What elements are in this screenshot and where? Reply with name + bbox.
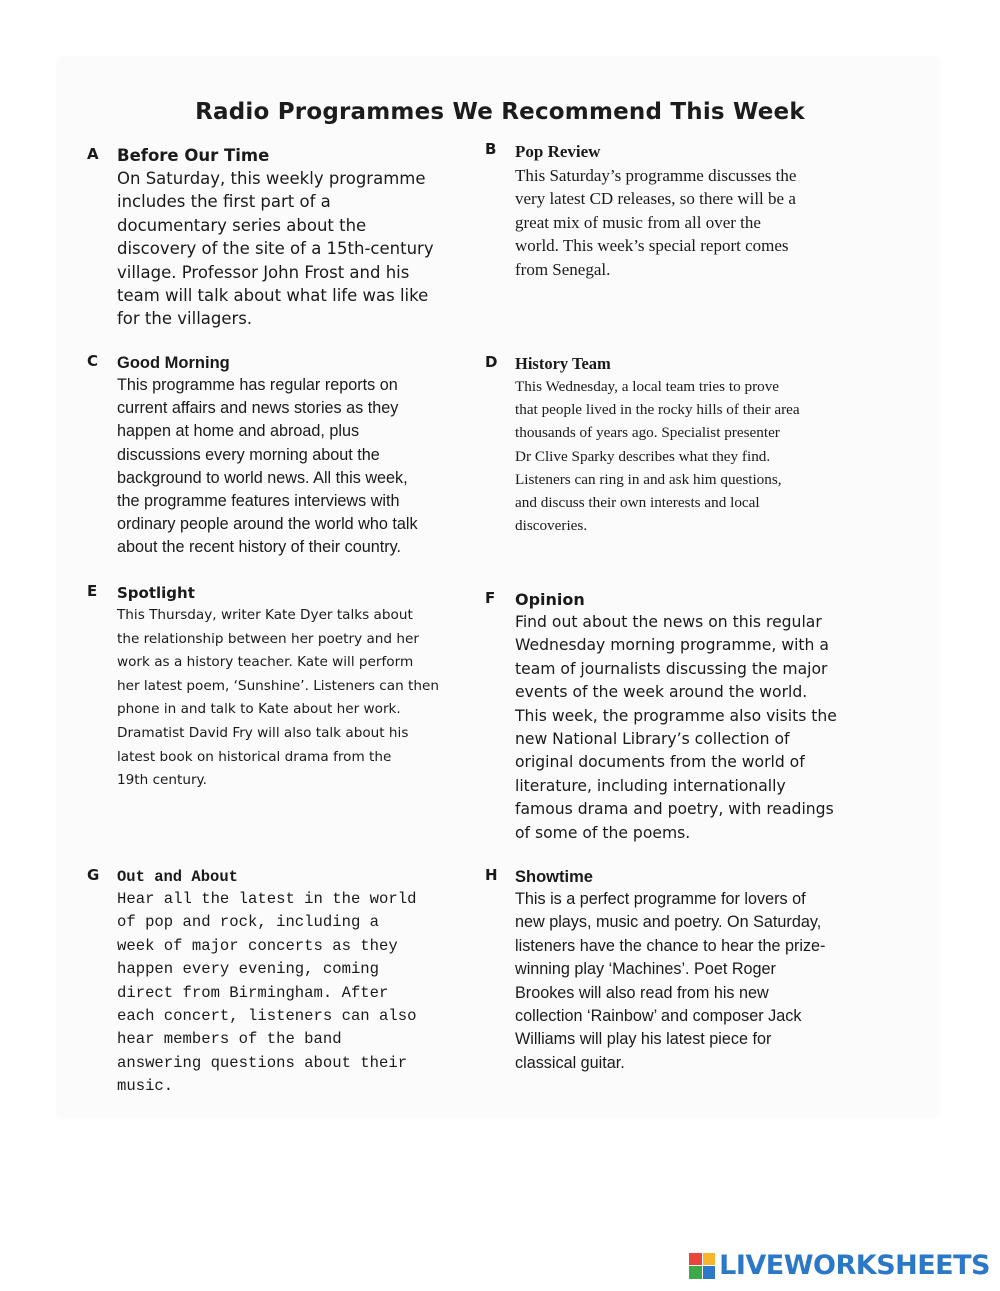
programme-a (87, 145, 477, 331)
programme-heading: Opinion (515, 590, 585, 609)
body-line: Listeners can ring in and ask him questions, (515, 470, 782, 488)
body-line: famous drama and poetry, with readings (515, 800, 834, 819)
body-line: new plays, music and poetry. On Saturday, (515, 913, 822, 932)
body-line: team of journalists discussing the major (515, 659, 828, 678)
liveworksheets-logo[interactable] (689, 1250, 990, 1281)
programme-heading: History Team (515, 354, 611, 373)
body-line: On Saturday, this weekly programme (117, 169, 426, 188)
brand-wordmark: LIVEWORKSHEETS (719, 1250, 990, 1281)
section-letter: H (485, 866, 498, 884)
section-letter: F (485, 589, 496, 607)
body-line: Hear all the latest in the world (117, 890, 417, 908)
body-line: 19th century. (117, 772, 207, 789)
body-line: of some of the poems. (515, 823, 691, 842)
section-letter: C (87, 352, 99, 370)
body-line: original documents from the world of (515, 753, 805, 772)
body-line: new National Library’s collection of (515, 730, 790, 749)
programme-heading: Spotlight (117, 584, 195, 602)
body-line: world. This week’s special report comes (515, 236, 789, 256)
programme-heading: Good Morning (117, 354, 230, 372)
body-line: This Thursday, writer Kate Dyer talks about (117, 607, 413, 623)
body-line: This is a perfect programme for lovers of (515, 890, 806, 908)
section-letter: D (485, 353, 498, 371)
programme-h (485, 866, 875, 1075)
body-line: documentary series about the (117, 215, 367, 235)
programme-heading: Pop Review (515, 142, 601, 161)
body-line: events of the week around the world. (515, 683, 808, 702)
body-line: Find out about the news on this regular (515, 613, 822, 631)
body-line: This Saturday’s programme discusses the (515, 166, 797, 185)
body-line: and discuss their own interests and local (515, 494, 760, 512)
body-line: work as a history teacher. Kate will perform (117, 654, 414, 671)
body-line: listeners have the chance to hear the prize- (515, 936, 826, 955)
body-line: each concert, listeners can also (117, 1007, 417, 1026)
body-line: direct from Birmingham. After (117, 983, 389, 1002)
body-line: literature, including internationally (515, 776, 786, 795)
body-line: phone in and talk to Kate about her work. (117, 701, 401, 718)
programme-heading: Before Our Time (117, 146, 270, 165)
body-line: classical guitar. (515, 1053, 625, 1072)
body-line: Wednesday morning programme, with a (515, 636, 829, 655)
body-line: discovery of the site of a 15th-century (117, 239, 434, 259)
body-line: discussions every morning about the (117, 445, 380, 464)
body-line: hear members of the band (117, 1030, 342, 1049)
body-line: Dramatist David Fry will also talk about his (117, 724, 409, 741)
liveworksheets-logo-icon (689, 1253, 715, 1279)
body-line: her latest poem, ‘Sunshine’. Listeners can then (117, 677, 439, 694)
programme-e (87, 582, 477, 793)
programme-f (485, 589, 875, 845)
body-line: winning play ‘Machines’. Poet Roger (515, 960, 776, 979)
body-line: ordinary people around the world who talk (117, 515, 418, 534)
programme-heading: Out and About (117, 868, 238, 886)
body-line: latest book on historical drama from the (117, 748, 392, 765)
body-line: very latest CD releases, so there will be a (515, 189, 796, 209)
programme-c (87, 352, 477, 560)
body-line: background to world news. All this week, (117, 468, 408, 487)
body-line: the relationship between her poetry and her (117, 630, 419, 647)
section-letter: E (87, 582, 98, 600)
body-line: current affairs and news stories as they (117, 399, 399, 418)
body-line: of pop and rock, including a (117, 913, 380, 932)
body-line: team will talk about what life was like (117, 286, 429, 306)
body-line: week of major concerts as they (117, 936, 398, 955)
body-line: from Senegal. (515, 259, 611, 279)
body-line: This Wednesday, a local team tries to prove (515, 378, 780, 395)
body-line: answering questions about their (117, 1053, 408, 1072)
body-line: happen every evening, coming (117, 960, 380, 979)
body-line: This programme has regular reports on (117, 376, 398, 394)
programme-b (485, 140, 875, 281)
body-line: the programme features interviews with (117, 492, 400, 511)
body-line: includes the first part of a (117, 192, 331, 212)
body-line: discoveries. (515, 517, 588, 535)
body-line: that people lived in the rocky hills of their area (515, 401, 800, 419)
body-line: great mix of music from all over the (515, 212, 761, 232)
section-letter: B (485, 140, 497, 158)
body-line: Brookes will also read from his new (515, 983, 769, 1002)
section-letter: A (87, 145, 99, 163)
body-line: thousands of years ago. Specialist presenter (515, 424, 780, 442)
body-line: happen at home and abroad, plus (117, 422, 360, 441)
programme-g (87, 866, 477, 1099)
page-title: Radio Programmes We Recommend This Week (195, 99, 805, 126)
body-line: This week, the programme also visits the (515, 706, 837, 725)
body-line: Dr Clive Sparky describes what they find. (515, 447, 771, 465)
body-line: collection ‘Rainbow’ and composer Jack (515, 1007, 802, 1026)
section-letter: G (87, 866, 100, 884)
body-line: about the recent history of their country. (117, 538, 402, 557)
body-line: for the villagers. (117, 309, 253, 329)
body-line: village. Professor John Frost and his (117, 262, 410, 282)
body-line: Williams will play his latest piece for (515, 1030, 772, 1049)
body-line: music. (117, 1077, 174, 1096)
programme-d (485, 353, 875, 537)
programme-heading: Showtime (515, 868, 593, 886)
